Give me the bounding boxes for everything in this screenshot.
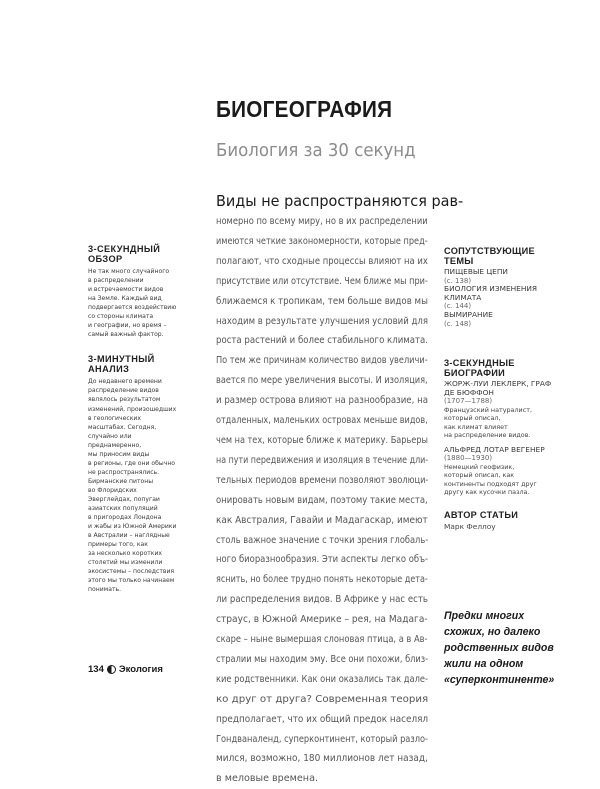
related-item[interactable] <box>444 285 559 311</box>
related-item-page: (с. 144) <box>444 302 472 311</box>
related-item-title: ПИЩЕВЫЕ ЦЕПИ <box>444 267 508 276</box>
biography-desc-line: Немецкий геофизик, <box>444 462 515 471</box>
biography-desc-line: континенты подходят друг <box>444 479 537 488</box>
body-text-line: По тем же причинам количество видов увеличи- <box>216 355 428 367</box>
section-name: Экология <box>118 664 163 675</box>
page-number: 134 <box>88 664 104 675</box>
biographies-heading <box>444 358 559 378</box>
page-footer <box>88 664 163 675</box>
body-text-line: мился, возможно, 180 миллионов лет назад, <box>216 753 428 765</box>
analysis-text-line: экосистемы – последствия <box>88 568 175 576</box>
overview-text-line: на Земле. Каждый вид <box>88 295 162 303</box>
analysis-text-line: в геологических <box>88 414 141 422</box>
author-name: Марк Феллоу <box>444 522 496 532</box>
analysis-heading <box>88 354 183 374</box>
related-topics-heading <box>444 246 559 266</box>
body-text-line: имеются четкие закономерности, которые пред- <box>216 235 428 247</box>
analysis-text-line: в пригородах Лондона <box>88 514 162 522</box>
body-text-line: кие родственники. Как они оказались так дале- <box>216 673 428 685</box>
page-subtitle: Биология за 30 секунд <box>216 140 416 161</box>
analysis-text-line: распределение видов <box>88 387 159 395</box>
related-item-title: БИОЛОГИЯ ИЗМЕНЕНИЯ КЛИМАТА <box>444 284 538 302</box>
bio-heading-line: БИОГРАФИИ <box>444 368 506 379</box>
main-body <box>216 212 428 789</box>
analysis-text-line: азиатских популяций <box>88 505 158 513</box>
body-text-line: ко друг от друга? Современная теория <box>216 693 429 705</box>
body-text-line: присутствие или отсутствие. Чем ближе мы при- <box>216 275 428 287</box>
body-text-line: номерно по всему миру, но в их распределении <box>216 216 428 227</box>
overview-heading <box>88 244 183 264</box>
body-text-line: вается по мере увеличения высоты. И изоляция, <box>216 375 428 387</box>
pull-quote <box>444 608 556 688</box>
analysis-text-line: Бирманские питоны <box>88 477 154 485</box>
biography-years: (1880—1930) <box>444 454 493 463</box>
overview-text-line: подвергается воздействию <box>88 304 177 312</box>
analysis-text-line: столетий мы изменили <box>88 559 163 567</box>
body-text-line: на пути передвижения и изоляция в течение дли- <box>216 454 429 466</box>
overview-text-line: самый важный фактор. <box>88 331 164 339</box>
overview-text-line: со стороны климата <box>88 313 154 321</box>
biography-desc-line: который описал, как <box>444 471 515 480</box>
analysis-text-line: этого мы только начинаем <box>88 577 175 585</box>
biography-entry <box>444 380 559 439</box>
biography-desc-line: Французский натуралист, <box>444 405 532 414</box>
overview-text-line: в распределении <box>88 277 144 285</box>
biography-desc-line: на распределение видов. <box>444 431 531 440</box>
body-text-line: и размер острова влияют на разнообразие, на <box>216 395 428 407</box>
author-block <box>444 510 559 531</box>
analysis-block <box>88 354 183 594</box>
analysis-text-line: за несколько коротких <box>88 550 163 558</box>
overview-text-line: и географии, но время – <box>88 322 167 330</box>
body-text-line: онировать новым видам, поэтому такие места, <box>216 494 428 506</box>
analysis-text-line: мы приносим виды <box>88 450 150 458</box>
body-text-line: чем на тех, которые ближе к материку. Барьеры <box>216 434 428 446</box>
analysis-text-line: изменений, произошедших <box>88 405 177 413</box>
biography-name: ЖОРЖ-ЛУИ ЛЕКЛЕРК, ГРАФ ДЕ БЮФФОН <box>444 379 552 397</box>
body-text-line: столь важное значение с точки зрения глобаль- <box>216 534 429 546</box>
page-title: БИОГЕОГРАФИЯ <box>216 96 393 122</box>
biography-desc-line: как климат влияет <box>444 422 508 431</box>
related-item-page: (с. 138) <box>444 276 472 285</box>
pull-quote-line: родственных видов <box>444 642 554 654</box>
body-text-line: яснить, но более трудно понять некоторые дета- <box>216 574 428 586</box>
biography-desc-line: который описал, <box>444 414 501 423</box>
biography-name: АЛЬФРЕД ЛОТАР ВЕГЕНЕР <box>444 444 545 454</box>
body-text-line: скаре – ныне вымершая слоновая птица, а в Ав- <box>216 634 428 646</box>
author-heading: АВТОР СТАТЬИ <box>444 510 519 521</box>
analysis-text-line: и жабы из Южной Америки <box>88 523 177 531</box>
analysis-heading-line: АНАЛИЗ <box>88 364 130 375</box>
left-sidebar <box>88 244 183 595</box>
body-text-line: Гондваналенд, суперконтинент, который разло- <box>216 733 428 745</box>
pull-quote-line: Предки многих <box>444 610 525 622</box>
analysis-text-line: являлось результатом <box>88 396 161 404</box>
overview-block <box>88 244 183 339</box>
related-item[interactable] <box>444 268 559 285</box>
body-text-line: в меловые времена. <box>216 773 319 785</box>
body-text-line: отдаленных, маленьких островах меньше видов, <box>216 415 428 427</box>
overview-text-line: Не так много случайного <box>88 268 170 275</box>
analysis-text-line: До недавнего времени <box>88 378 162 386</box>
analysis-text-line: преднамеренно, <box>88 441 142 449</box>
analysis-text-line: во Флоридских <box>88 486 137 494</box>
body-text-line: роста растений и более стабильного климата. <box>216 335 429 347</box>
related-item-title: ВЫМИРАНИЕ <box>444 309 493 319</box>
biographies-block <box>444 358 559 496</box>
right-sidebar <box>444 246 559 531</box>
analysis-heading-line: 3-МИНУТНЫЙ <box>88 354 155 365</box>
body-text-line: стралии мы находим эму. Все они похожи, близ- <box>216 653 429 665</box>
body-text-line: предполагает, что их общий предок населял <box>216 713 429 725</box>
overview-text <box>88 267 183 339</box>
body-text-line: ного биоразнообразия. Эти аспекты легко объ- <box>216 554 429 566</box>
related-heading-line: СОПУТСТВУЮЩИЕ <box>444 246 535 256</box>
half-circle-icon <box>107 665 116 674</box>
biography-years: (1707—1788) <box>444 397 493 406</box>
biography-entry <box>444 446 559 497</box>
pull-quote-line: жили на одном <box>444 658 524 670</box>
overview-text-line: и встречаемости видов <box>88 286 164 294</box>
body-text-line: находим в результате улучшения условий для <box>216 315 429 327</box>
biography-desc-line: другу как кусочки пазла. <box>444 487 530 496</box>
body-text-line: полагают, что сходные процессы влияют на их <box>216 255 428 267</box>
analysis-text-line: в Австралии – наглядные <box>88 532 170 540</box>
analysis-text-line: Эверглейдах, попугаи <box>88 495 160 503</box>
analysis-text <box>88 377 183 594</box>
overview-heading-line: ОБЗОР <box>88 254 123 264</box>
analysis-text-line: не распространялись. <box>88 468 160 476</box>
analysis-text-line: масштабах. Сегодня, <box>88 423 157 431</box>
overview-heading-line: 3-СЕКУНДНЫЙ <box>88 244 161 254</box>
related-topics-block <box>444 246 559 328</box>
body-text-line: тельных периодов времени позволяют эволюци- <box>216 474 429 486</box>
related-heading-line: ТЕМЫ <box>444 256 474 266</box>
lead-text: Виды не распространяются рав- <box>216 192 464 210</box>
bio-heading-line: 3-СЕКУНДНЫЕ <box>444 358 515 369</box>
body-text-line: ли распределения видов. В Африке у нас есть <box>216 594 428 606</box>
pull-quote-line: «суперконтиненте» <box>444 674 555 686</box>
related-item-page: (с. 148) <box>444 319 472 328</box>
analysis-text-line: случайно или <box>88 432 132 440</box>
body-text-line: как Австралия, Гавайи и Мадагаскар, имеют <box>216 514 428 526</box>
body-text-line: страус, в Южной Америке – рея, на Мадага- <box>216 614 428 626</box>
pull-quote-line: схожих, но далеко <box>444 626 541 638</box>
analysis-text-line: в регионы, где они обычно <box>88 459 176 467</box>
analysis-text-line: понимать. <box>88 586 122 594</box>
analysis-text-line: примеры того, как <box>88 541 148 549</box>
body-text-line: ближаемся к тропикам, тем больше видов мы <box>216 295 428 307</box>
related-item[interactable] <box>444 311 559 328</box>
